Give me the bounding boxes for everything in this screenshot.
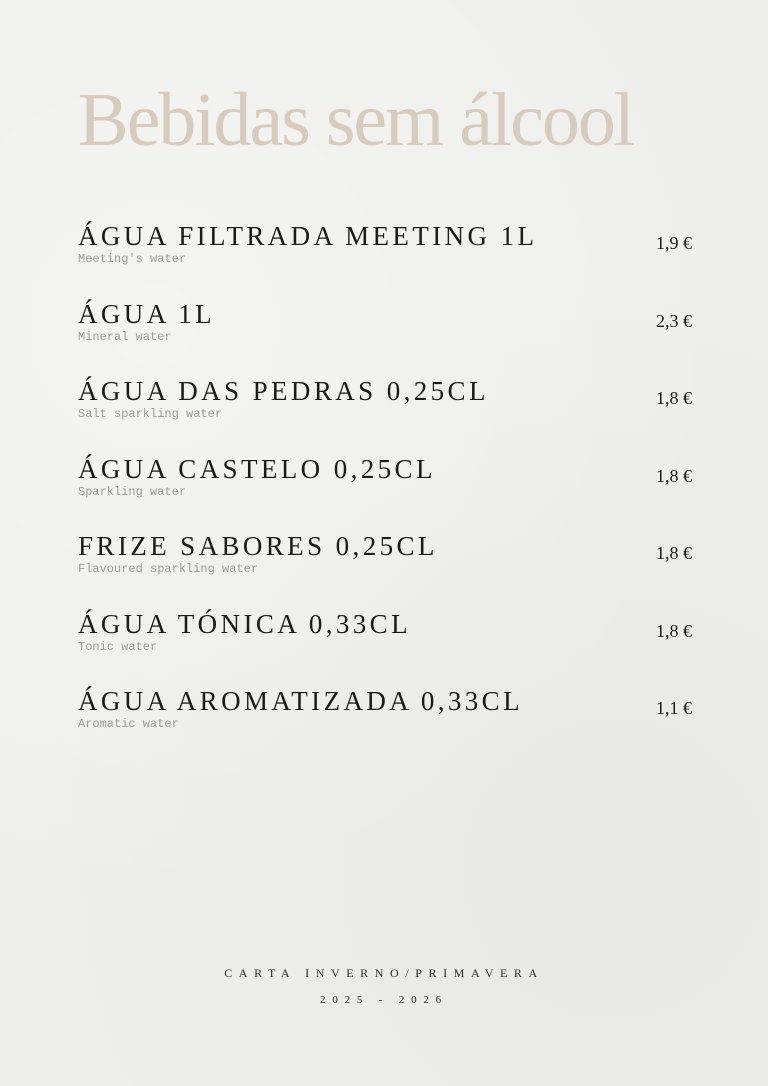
item-name: ÁGUA 1L [78, 298, 216, 329]
item-price: 1,9 € [656, 233, 692, 253]
menu-list [78, 220, 694, 763]
item-name: ÁGUA FILTRADA MEETING 1L [78, 221, 538, 251]
page-title: Bebidas sem álcool [78, 78, 633, 162]
menu-item [78, 608, 694, 686]
menu-item [78, 685, 694, 763]
menu-item [78, 298, 694, 376]
item-name: ÁGUA AROMATIZADA 0,33CL [78, 686, 523, 716]
item-price: 1,8 € [656, 543, 692, 563]
menu-item [78, 375, 694, 453]
menu-item [78, 530, 694, 608]
item-price: 1,8 € [656, 465, 692, 486]
footer-season: CARTA INVERNO/PRIMAVERA [224, 966, 544, 980]
item-price: 1,8 € [656, 388, 692, 408]
footer-years: 2025 - 2026 [320, 994, 448, 1006]
item-description: Tonic water [78, 639, 158, 654]
item-description: Flavoured sparkling water [78, 562, 259, 576]
item-price: 1,1 € [656, 698, 692, 718]
item-name: ÁGUA DAS PEDRAS 0,25CL [78, 376, 489, 406]
item-price: 2,3 € [656, 310, 692, 331]
item-name: FRIZE SABORES 0,25CL [78, 531, 438, 561]
menu-item [78, 220, 694, 298]
item-name: ÁGUA TÓNICA 0,33CL [78, 608, 411, 639]
item-description: Mineral water [78, 329, 172, 344]
menu-item [78, 453, 694, 531]
item-description: Meeting's water [78, 252, 187, 266]
item-description: Salt sparkling water [78, 407, 223, 421]
item-description: Aromatic water [78, 717, 179, 731]
item-price: 1,8 € [656, 620, 692, 641]
item-name: ÁGUA CASTELO 0,25CL [78, 453, 436, 484]
item-description: Sparkling water [78, 484, 187, 499]
